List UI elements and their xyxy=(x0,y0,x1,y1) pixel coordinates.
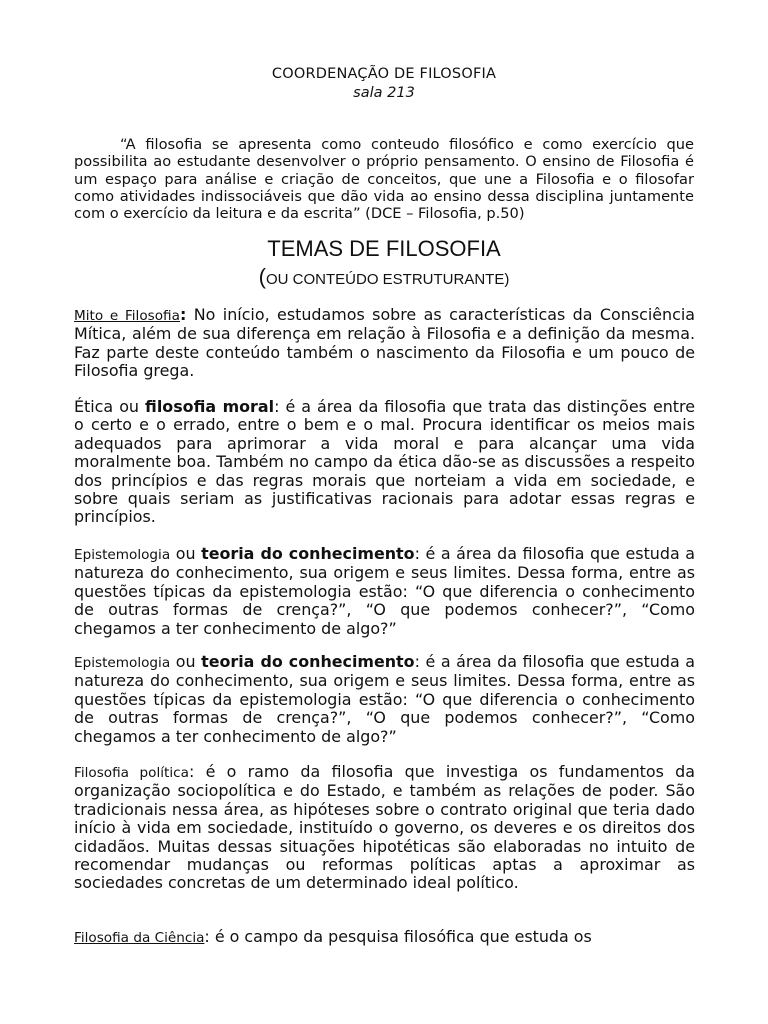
epistemologia-term: Epistemologia xyxy=(74,655,171,671)
section-etica xyxy=(74,398,695,527)
section-epistemologia-2 xyxy=(74,653,695,746)
etica-term: Ética xyxy=(74,397,114,416)
epistemologia-connector: ou xyxy=(170,652,202,671)
etica-term2: filosofia moral xyxy=(145,397,275,416)
mito-body: No início, estudamos sobre as características da Consciência Mítica, além de sua diferença em relação à Filosofia e a definição da mesma. Faz parte deste conteúdo também o nascimento da Filosofia e um pouco de Filosofia grega. xyxy=(74,305,695,381)
temas-heading: TEMAS DE FILOSOFIA xyxy=(267,236,501,261)
section-mito xyxy=(74,306,695,381)
section-epistemologia-1 xyxy=(74,545,695,638)
etica-connector: ou xyxy=(113,397,146,416)
epistemologia-term: Epistemologia xyxy=(74,547,171,563)
mito-colon: : xyxy=(179,305,187,324)
quote-text: “A filosofia se apresenta como conteudo filosófico e como exercício que possibilita ao estudante desenvolver o próprio pensamento. O ensino de Filosofia é um espaço para análise e criação de conceitos, que une a Filosofia e o filosofar como atividades indissociáveis que dão vida ao ensino dessa disciplina juntamente com o exercício da leitura e da escrita” (DCE – Filosofia, p.50) xyxy=(74,136,694,223)
epistemologia-term2: teoria do conhecimento xyxy=(201,544,415,563)
mito-term: Mito e Filosofia xyxy=(74,308,180,324)
section-ciencia xyxy=(74,928,695,947)
ciencia-colon: : xyxy=(204,927,210,946)
epistemologia-body: : é a área da filosofia que estuda a natureza do conhecimento, sua origem e seus limites. Dessa forma, entre as questões típicas da epistemologia estão: “O que diferencia o conhecimento de outras formas de crença?”, “O que podemos conhecer?”, “Como chegamos a ter conhecimento de algo?” xyxy=(74,652,695,746)
section-politica xyxy=(74,763,695,893)
temas-subheading xyxy=(0,264,768,290)
etica-body: : é a área da filosofia que trata das distinções entre o certo e o errado, entre o bem e o mal. Procura identificar os meios mais adequados para aprimorar a vida moral e para alcançar uma vida moralmente boa. Também no campo da ética dão-se as discussões a respeito dos princípios e das regras morais que norteiam a vida em sociedade, e sobre quais seriam as justificativas racionais para adotar essas regras e princípios. xyxy=(74,397,696,527)
room-subtitle: sala 213 xyxy=(353,85,415,101)
coordination-title: COORDENAÇÃO DE FILOSOFIA xyxy=(271,66,497,82)
epistemologia-term2: teoria do conhecimento xyxy=(201,652,415,671)
temas-subtitle-text: OU CONTEÚDO ESTRUTURANTE) xyxy=(265,271,510,288)
politica-term: Filosofia política xyxy=(74,765,189,781)
ciencia-term: Filosofia da Ciência xyxy=(74,930,205,946)
politica-body: : é o ramo da filosofia que investiga os fundamentos da organização sociopolítica e do Estado, e também as relações de poder. São tradicionais nessa área, as hipóteses sobre o contrato original que teria dado início à vida em sociedade, instituído o governo, os deveres e os direitos dos cidadãos. Muitas dessas situações hipotéticas são elaboradas no intuito de recomendar mudanças ou reformas políticas aptas a aproximar as sociedades concretas de um determinado ideal político. xyxy=(74,762,695,893)
ciencia-body: é o campo da pesquisa filosófica que estuda os xyxy=(209,927,592,946)
temas-paren: ( xyxy=(258,264,266,289)
epistemologia-connector: ou xyxy=(170,544,202,563)
epistemologia-body: : é a área da filosofia que estuda a natureza do conhecimento, sua origem e seus limites. Dessa forma, entre as questões típicas da epistemologia estão: “O que diferencia o conhecimento de outras formas de crença?”, “O que podemos conhecer?”, “Como chegamos a ter conhecimento de algo?” xyxy=(74,544,695,638)
dce-quote xyxy=(74,136,694,222)
